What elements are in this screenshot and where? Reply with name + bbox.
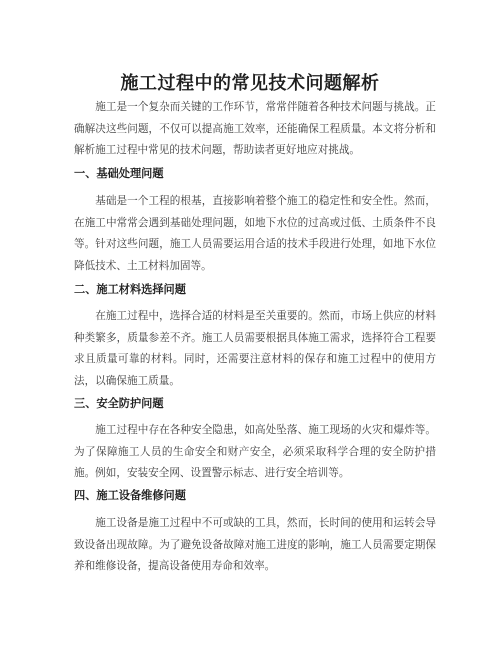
section-heading-safety: 三、安全防护问题: [74, 397, 164, 410]
section-heading-foundation: 一、基础处理问题: [74, 167, 164, 180]
section-body-equipment: 施工设备是施工过程中不可或缺的工具，然而，长时间的使用和运转会导致设备出现故障。为了避免设备故障对施工进度的影响，施工人员需要定期保养和维修设备，提高设备使用寿命和效率。: [74, 517, 436, 573]
section-heading-equipment: 四、施工设备维修问题: [74, 489, 186, 502]
section-heading-materials: 二、施工材料选择问题: [74, 283, 186, 296]
section-body-foundation: 基础是一个工程的根基，直接影响着整个施工的稳定性和安全性。然而，在施工中常常会遇到基础处理问题，如地下水位的过高或过低、土质条件不良等。针对这些问题，施工人员需要运用合适的技术手段进行处理，如地下水位降低技术、土工材料加固等。: [74, 195, 436, 273]
section-body-materials: 在施工过程中，选择合适的材料是至关重要的。然而，市场上供应的材料种类繁多，质量参差不齐。施工人员需要根据具体施工需求，选择符合工程要求且质量可靠的材料。同时，还需要注意材料的保存和施工过程中的使用方法，以确保施工质量。: [74, 310, 436, 388]
section-body-safety: 施工过程中存在各种安全隐患，如高处坠落、施工现场的火灾和爆炸等。为了保障施工人员的生命安全和财产安全，必须采取科学合理的安全防护措施。例如，安装安全网、设置警示标志、进行安全培训等。: [74, 424, 436, 480]
document-title: 施工过程中的常见技术问题解析: [120, 73, 380, 95]
intro-paragraph: 施工是一个复杂而关键的工作环节，常常伴随着各种技术问题与挑战。正确解决这些问题，不仅可以提高施工效率，还能确保工程质量。本文将分析和解析施工过程中常见的技术问题，帮助读者更好地应对挑战。: [74, 101, 436, 157]
